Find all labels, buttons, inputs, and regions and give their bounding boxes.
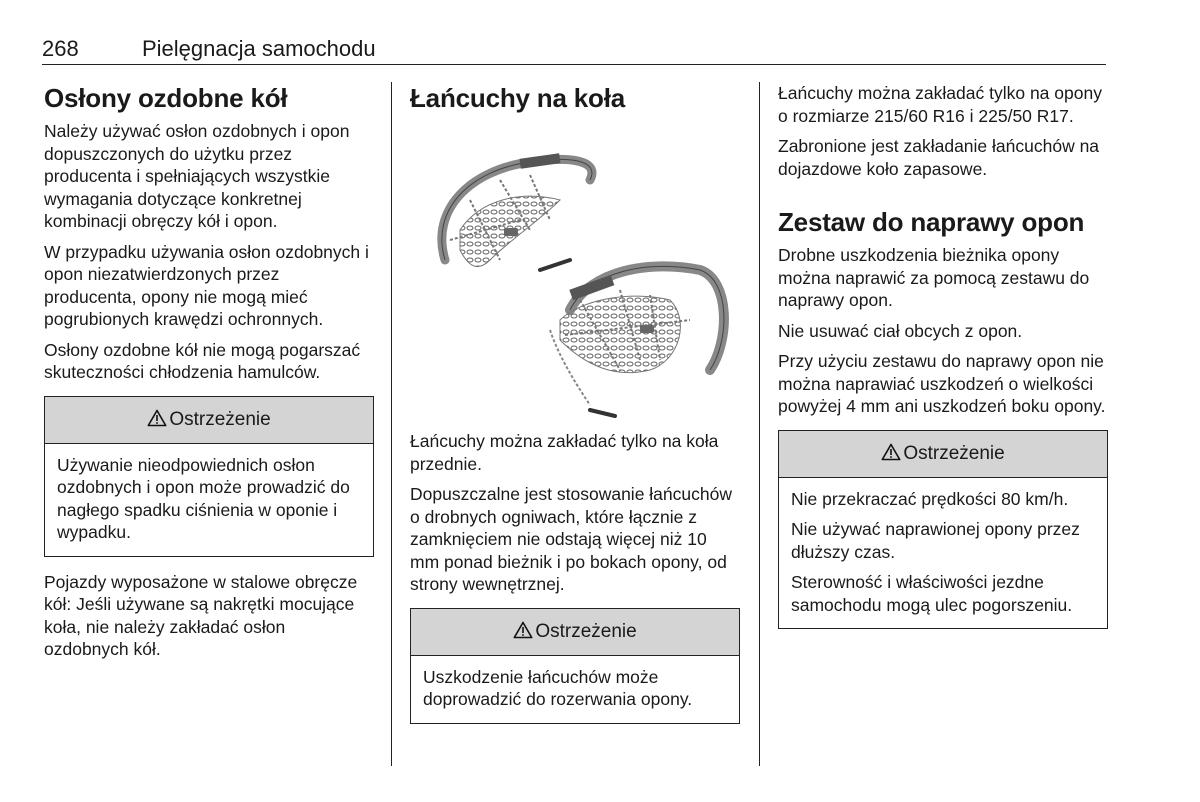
warning-text: Sterowność i właściwości jezdne samochodu mogą ulec pogorszeniu. [791, 572, 1073, 615]
column-tyre-repair [778, 82, 1108, 643]
warning-triangle-icon [881, 433, 901, 479]
warning-box [410, 608, 740, 724]
running-title: Pielęgnacja samochodu [142, 36, 376, 61]
warning-title: Ostrzeżenie [535, 620, 637, 642]
column-wheel-covers [44, 82, 374, 669]
paragraph: Należy używać osłon ozdobnych i opon dopuszczonych do użytku przez producenta i spełniających wszystkie wymagania dotyczące konkretnej kombinacji obręczy kół i opon. [44, 121, 350, 231]
paragraph: W przypadku używania osłon ozdobnych i opon niezatwierdzonych przez producenta, opony nie mogą mieć pogrubionych krawędzi ochronnych. [44, 241, 369, 329]
warning-box [778, 430, 1108, 630]
column-divider-1 [391, 82, 392, 766]
warning-header [411, 609, 739, 656]
section-heading-wheel-covers: Osłony ozdobne kół [44, 83, 288, 113]
section-heading-snow-chains: Łańcuchy na koła [410, 83, 625, 113]
warning-text: Nie przekraczać prędkości 80 km/h. [791, 488, 1069, 509]
warning-title: Ostrzeżenie [903, 442, 1005, 464]
paragraph: Przy użyciu zestawu do naprawy opon nie można naprawiać uszkodzeń o wielkości powyżej 4 mm ani uszkodzeń boku opony. [778, 351, 1106, 416]
paragraph: Zabronione jest zakładanie łańcuchów na dojazdowe koło zapasowe. [778, 136, 1100, 179]
warning-box [44, 396, 374, 557]
warning-text: Używanie nieodpowiednich osłon ozdobnych i opon może prowadzić do nagłego spadku ciśnienia w oponie i wypadku. [57, 454, 350, 542]
column-snow-chains [410, 82, 740, 738]
warning-triangle-icon [513, 611, 533, 657]
column-divider-2 [759, 82, 760, 766]
paragraph: Łańcuchy można zakładać tylko na koła przednie. [410, 431, 719, 474]
page-header [42, 34, 1106, 65]
page-number: 268 [42, 36, 79, 61]
paragraph: Nie usuwać ciał obcych z opon. [778, 320, 1023, 341]
paragraph: Drobne uszkodzenia bieżnika opony można naprawić za pomocą zestawu do naprawy opon. [778, 245, 1090, 310]
warning-text: Uszkodzenie łańcuchów może doprowadzić do rozerwania opony. [423, 666, 693, 709]
snow-chains-illustration [410, 120, 740, 420]
paragraph: Łańcuchy można zakładać tylko na opony o rozmiarze 215/60 R16 i 225/50 R17. [778, 83, 1102, 126]
paragraph: Dopuszczalne jest stosowanie łańcuchów o drobnych ogniwach, które łącznie z zamknięciem nie odstają więcej niż 10 mm ponad bieżnik i po bokach opony, od strony wewnętrznej. [410, 484, 732, 594]
paragraph: Pojazdy wyposażone w stalowe obręcze kół: Jeśli używane są nakrętki mocujące koła, nie należy zakładać osłon ozdobnych kół. [44, 571, 358, 659]
warning-triangle-icon [147, 399, 167, 445]
section-heading-tyre-repair-kit: Zestaw do naprawy opon [778, 207, 1085, 237]
warning-header [779, 431, 1107, 478]
warning-header [45, 397, 373, 444]
warning-text: Nie używać naprawionej opony przez dłuższy czas. [791, 519, 1080, 562]
paragraph: Osłony ozdobne kół nie mogą pogarszać skuteczności chłodzenia hamulców. [44, 339, 361, 382]
warning-title: Ostrzeżenie [169, 408, 271, 430]
